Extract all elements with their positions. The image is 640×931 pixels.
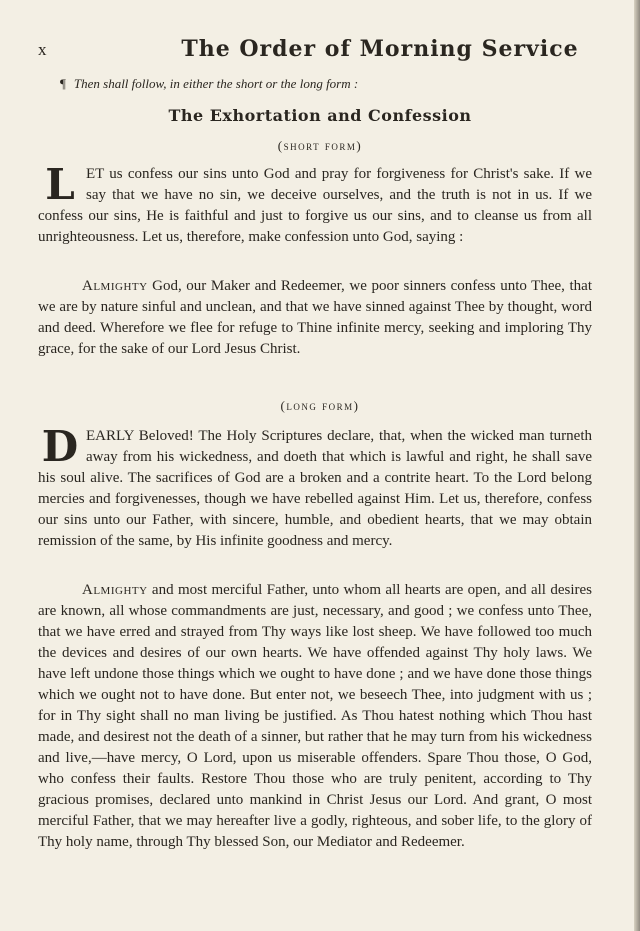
long-confession-lead: Almighty [82, 582, 148, 598]
page-edge-shadow [634, 0, 640, 931]
short-exhortation-text: ET us confess our sins unto God and pray for forgiveness for Christ's sake. If we say that we have no sin, we deceive ourselves, and the truth is not in us. If we confess our sins, He is faithful and just to forgive us our sins, and to cleanse us from all unrighteousness. Let us, therefore, make confession unto God, saying : [38, 166, 592, 245]
short-confession-lead: Almighty [82, 278, 148, 294]
dropcap-l: L [45, 160, 75, 209]
section-title: The Exhortation and Confession [168, 106, 472, 125]
short-confession [38, 276, 592, 360]
long-exhortation-text: EARLY Beloved! The Holy Scriptures declare, that, when the wicked man turneth away from his wickedness, and doeth that which is lawful and right, he shall save his soul alive. The sacrifices of God are a broken and a contrite heart. To the Lord belong mercies and forgivenesses, though we have rebelled against Him. Let us, therefore, confess our sins unto our Father, with sincere, humble, and obedient hearts, that we may obtain remission of the same, by His infinite goodness and mercy. [38, 428, 592, 549]
rubric-text: Then shall follow, in either the short or the long form : [73, 76, 359, 91]
long-confession-text: and most merciful Father, unto whom all hearts are open, and all desires are known, all whose commandments are just, necessary, and good ; we confess unto Thee, that we have erred and strayed from Thy ways like lost sheep. We have followed too much the devices and desires of our own hearts. We have offended against Thy holy laws. We have left undone those things which we ought to have done ; and we have done those things which we ought not to have done. But enter not, we beseech Thee, into judgment with us ; for in Thy sight shall no man living be justified. As Thou hatest nothing which Thou hast made, and desirest not the death of a sinner, but rather that he may turn from his wickedness and live,—have mercy, O Lord, upon us miserable offenders. Spare Thou those, O God, who confess their faults. Restore Thou those who are truly penitent, according to Thy gracious promises, declared unto mankind in Christ Jesus our Lord. And grant, O most merciful Father, that we may hereafter live a godly, righteous, and sober life, to the glory of Thy holy name, through Thy blessed Son, our Mediator and Redeemer. [38, 582, 592, 850]
page-header [38, 36, 602, 64]
long-exhortation [38, 422, 592, 552]
short-exhortation [38, 160, 592, 248]
long-confession [38, 580, 592, 853]
short-confession-text: God, our Maker and Redeemer, we poor sinners confess unto Thee, that we are by nature sinful and unclean, and that we have sinned against Thee by thought, word and deed. Wherefore we flee for refuge to Thine infinite mercy, seeking and imploring Thy grace, for the sake of our Lord Jesus Christ. [38, 278, 592, 357]
running-title: The Order of Morning Service [181, 36, 579, 62]
short-form-label: (short form) [277, 138, 363, 153]
long-form-label: (long form) [280, 398, 360, 413]
pilcrow-icon: ¶ [60, 76, 66, 91]
page-number: x [38, 40, 48, 59]
dropcap-d: D [41, 422, 79, 471]
rubric-instruction [60, 76, 600, 92]
